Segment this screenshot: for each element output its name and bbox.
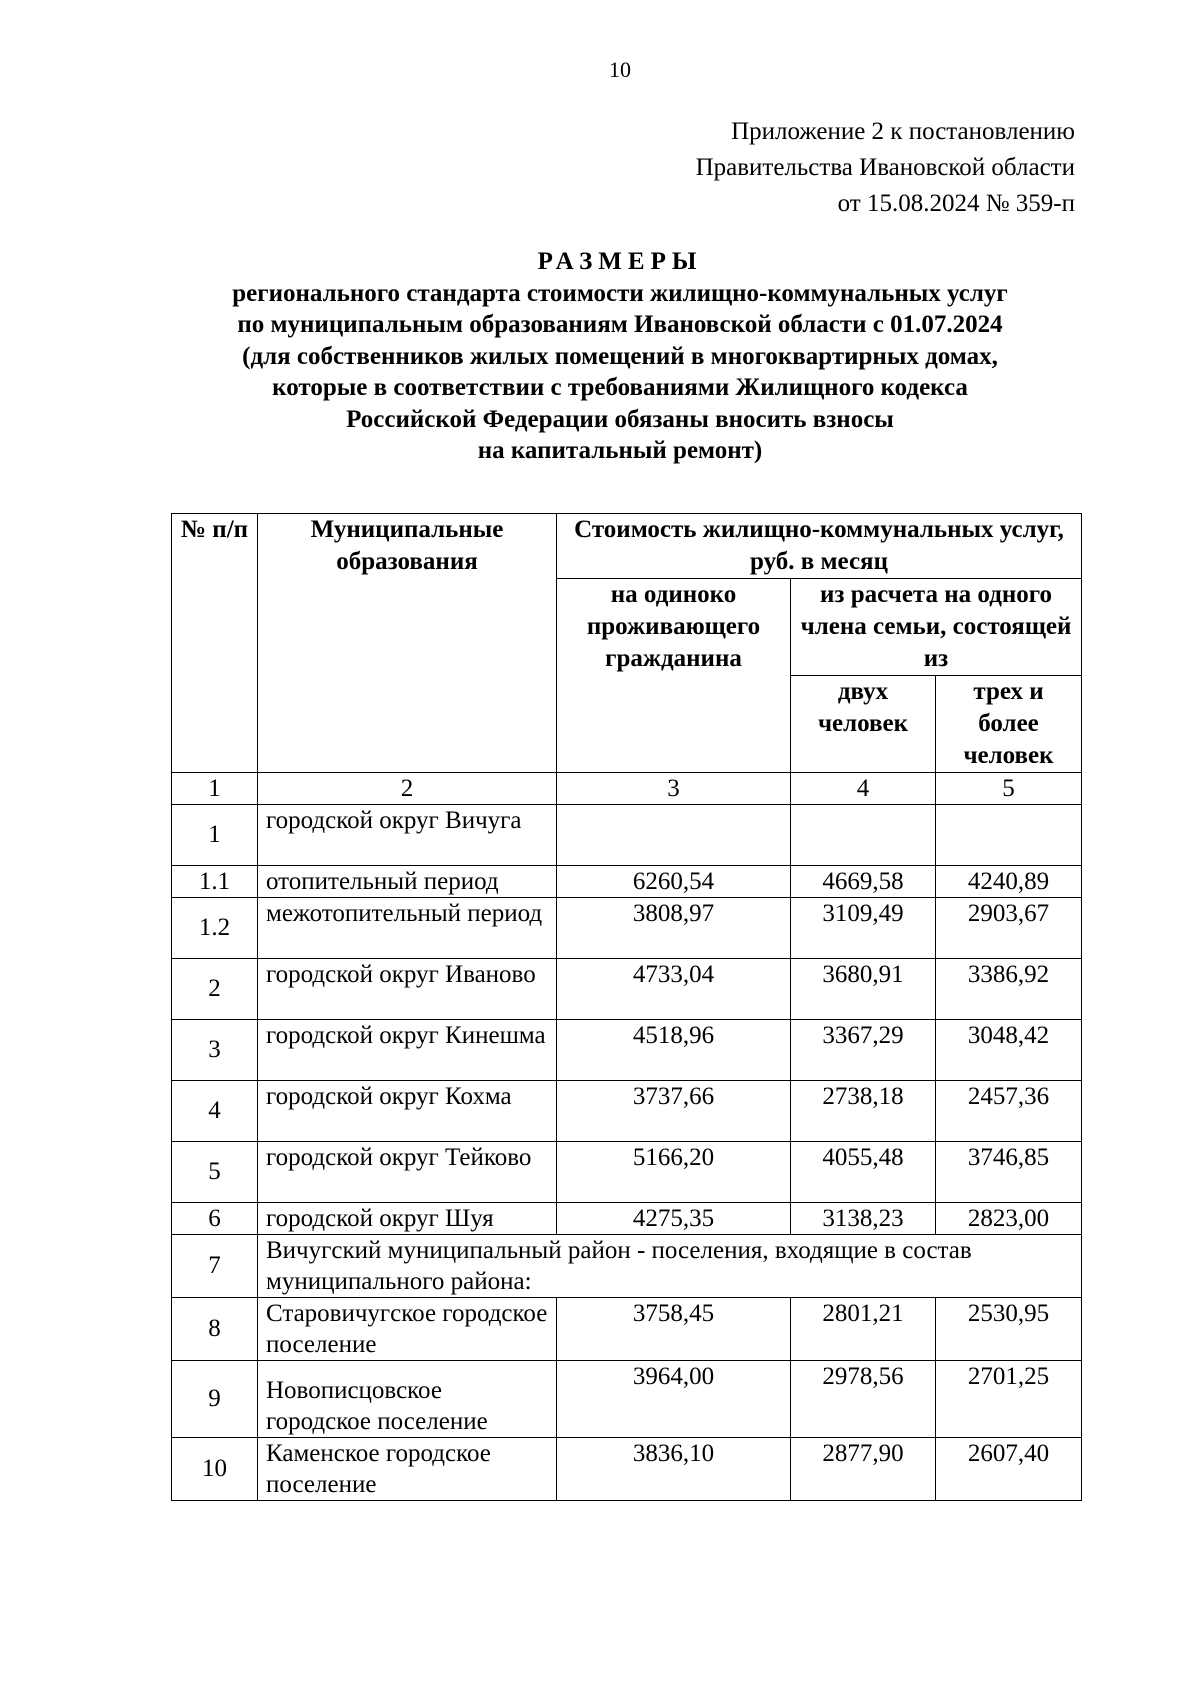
document-title [140,246,1100,467]
value-two-persons: 2801,21 [791,1298,936,1361]
value-single: 5166,20 [557,1142,791,1203]
value-three-plus-persons: 2823,00 [936,1203,1082,1235]
header-two: двух человек [791,676,936,773]
row-number: 4 [172,1081,258,1142]
row-number: 6 [172,1203,258,1235]
table-row [172,1361,1082,1438]
value-three-plus-persons: 2607,40 [936,1438,1082,1501]
value-two-persons: 2877,90 [791,1438,936,1501]
row-number: 10 [172,1438,258,1501]
table-row [172,1203,1082,1235]
municipality-name: городской округ Кохма [258,1081,557,1142]
title-line: на капитальный ремонт) [477,437,763,464]
header-three: трех и более человек [936,676,1082,773]
appendix-note [696,114,1075,222]
title-line: регионального стандарта стоимости жилищно-коммунальных услуг [232,279,1008,307]
value-two-persons: 2738,18 [791,1081,936,1142]
header-family: из расчета на одного члена семьи, состоящей из [791,579,1082,676]
value-two-persons [791,805,936,866]
table-row [172,1142,1082,1203]
table-row [172,898,1082,959]
value-single: 4275,35 [557,1203,791,1235]
value-two-persons: 2978,56 [791,1361,936,1438]
municipality-name: отопительный период [258,866,557,898]
title-line: Российской Федерации обязаны вносить взносы [346,405,894,433]
municipality-name: городской округ Кинешма [258,1020,557,1081]
table-row [172,1438,1082,1501]
column-number: 3 [557,773,791,805]
table-row [172,866,1082,898]
value-two-persons: 3138,23 [791,1203,936,1235]
municipality-name: городской округ Шуя [258,1203,557,1235]
value-two-persons: 3680,91 [791,959,936,1020]
municipality-name: городской округ Иваново [258,959,557,1020]
table-row [172,1298,1082,1361]
row-number: 3 [172,1020,258,1081]
header-num: № п/п [172,514,258,773]
column-number: 2 [258,773,557,805]
row-number: 7 [172,1235,258,1298]
table-row [172,1235,1082,1298]
title-line: по муниципальным образованиям Ивановской области с 01.07.2024 [237,311,1003,338]
appendix-line: Приложение 2 к постановлению [731,118,1075,145]
value-single: 3964,00 [557,1361,791,1438]
value-single [557,805,791,866]
column-number: 5 [936,773,1082,805]
value-two-persons: 3109,49 [791,898,936,959]
value-three-plus-persons: 2530,95 [936,1298,1082,1361]
value-two-persons: 4669,58 [791,866,936,898]
value-single: 3758,45 [557,1298,791,1361]
page-number: 10 [609,57,631,82]
appendix-line: от 15.08.2024 № 359-п [837,190,1075,217]
value-single: 3836,10 [557,1438,791,1501]
row-number: 9 [172,1361,258,1438]
value-three-plus-persons: 3048,42 [936,1020,1082,1081]
table-row [172,1020,1082,1081]
value-three-plus-persons: 2457,36 [936,1081,1082,1142]
municipality-name: межотопительный период [258,898,557,959]
table-row [172,1081,1082,1142]
title-line: которые в соответствии с требованиями Жилищного кодекса [272,374,968,401]
row-number: 1.1 [172,866,258,898]
table-row [172,805,1082,866]
municipality-name: Новописцовское городское поселение [258,1361,557,1438]
value-two-persons: 3367,29 [791,1020,936,1081]
appendix-line: Правительства Ивановской области [695,154,1075,181]
municipality-name: городской округ Тейково [258,1142,557,1203]
header-single: на одиноко проживающего гражданина [557,579,791,773]
municipality-name: Старовичугское городское поселение [258,1298,557,1361]
title-heading: РАЗМЕРЫ [537,248,703,275]
value-three-plus-persons: 2903,67 [936,898,1082,959]
row-number: 2 [172,959,258,1020]
municipality-name: городской округ Вичуга [258,805,557,866]
value-single: 6260,54 [557,866,791,898]
value-single: 4733,04 [557,959,791,1020]
row-number: 1 [172,805,258,866]
value-single: 3808,97 [557,898,791,959]
value-two-persons: 4055,48 [791,1142,936,1203]
row-section-text: Вичугский муниципальный район - поселения, входящие в состав муниципального района: [258,1235,1082,1298]
row-number: 8 [172,1298,258,1361]
column-number-row [172,773,1082,805]
value-three-plus-persons: 4240,89 [936,866,1082,898]
column-number: 1 [172,773,258,805]
value-single: 3737,66 [557,1081,791,1142]
column-number: 4 [791,773,936,805]
row-number: 5 [172,1142,258,1203]
value-three-plus-persons [936,805,1082,866]
row-number: 1.2 [172,898,258,959]
value-three-plus-persons: 3386,92 [936,959,1082,1020]
title-line: (для собственников жилых помещений в многоквартирных домах, [242,342,998,370]
value-three-plus-persons: 2701,25 [936,1361,1082,1438]
table-row [172,959,1082,1020]
value-single: 4518,96 [557,1020,791,1081]
value-three-plus-persons: 3746,85 [936,1142,1082,1203]
header-municipality: Муниципальные образования [258,514,557,773]
municipality-name: Каменское городское поселение [258,1438,557,1501]
header-cost: Стоимость жилищно-коммунальных услуг, руб. в месяц [557,514,1082,579]
cost-standards-table [171,513,1082,1501]
